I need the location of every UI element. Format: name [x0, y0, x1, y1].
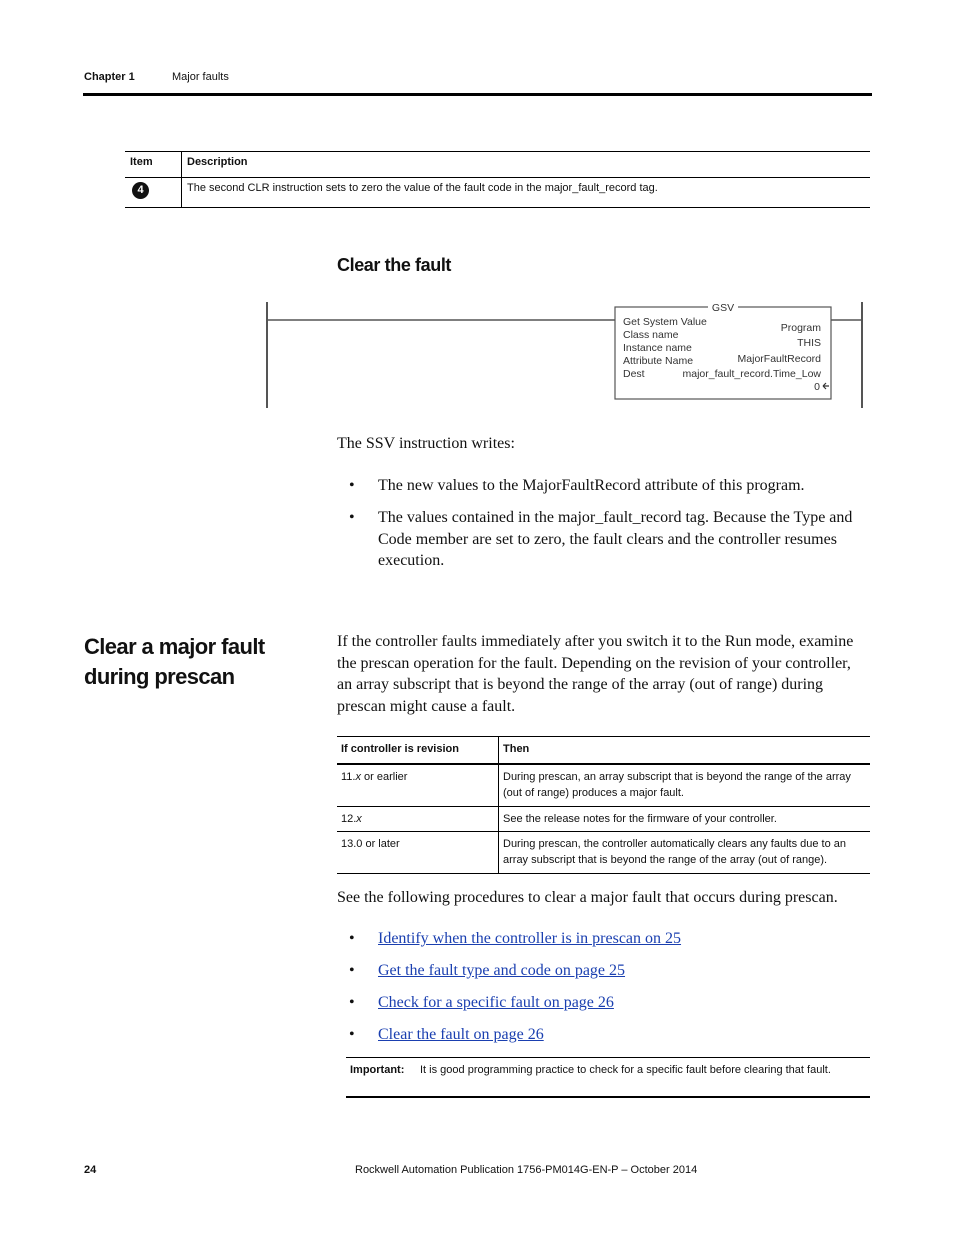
gsv-value-instance: THIS: [797, 337, 821, 349]
section-label: Major faults: [172, 71, 229, 83]
gsv-label-class-name: Class name: [623, 329, 679, 341]
gsv-label-attribute-name: Attribute Name: [623, 355, 694, 367]
link-identify-prescan[interactable]: Identify when the controller is in prescan on 25: [378, 930, 682, 947]
gsv-value-class: Program: [780, 322, 821, 334]
revision-cell: 13.0 or later: [337, 832, 499, 874]
list-item: • The new values to the MajorFaultRecord attribute of this program.: [337, 475, 867, 497]
table-row: [337, 764, 870, 807]
procedures-intro: See the following procedures to clear a major fault that occurs during prescan.: [337, 889, 838, 906]
header-rule: [83, 93, 872, 96]
revision-cell: 12.x: [337, 807, 499, 832]
then-cell: During prescan, the controller automatically clears any faults due to an array subscript that is beyond the range of the array (out of range).: [499, 832, 871, 874]
ladder-rung-diagram: [262, 298, 868, 412]
gsv-value-dest-tag: major_fault_record.Time_Low: [682, 368, 821, 380]
gsv-value-attribute: MajorFaultRecord: [737, 353, 821, 365]
link-clear-fault[interactable]: Clear the fault on page 26: [378, 1026, 544, 1043]
prescan-paragraph: If the controller faults immediately after you switch it to the Run mode, examine the prescan operation for the fault. Depending on the revision of your controller, an array subscript that is beyond the range of the array (out of range) during prescan might cause a fault.: [337, 633, 854, 715]
description-cell: The second CLR instruction sets to zero the value of the fault code in the major_fault_record tag.: [182, 178, 871, 208]
list-item: [337, 928, 867, 950]
then-cell: During prescan, an array subscript that is beyond the range of the array (out of range) produces a major fault.: [499, 764, 871, 807]
gsv-label-instance-name: Instance name: [623, 342, 692, 354]
description-column-header: Description: [182, 152, 871, 178]
ssv-intro: The SSV instruction writes:: [337, 435, 515, 452]
prescan-section-heading: Clear a major fault during prescan: [84, 634, 265, 689]
chapter-label: Chapter 1: [84, 71, 135, 83]
table-header-row: [337, 737, 870, 765]
gsv-label-dest: Dest: [623, 368, 645, 380]
table-row: [337, 807, 870, 832]
then-cell: See the release notes for the firmware of your controller.: [499, 807, 871, 832]
link-check-specific-fault[interactable]: Check for a specific fault on page 26: [378, 994, 614, 1011]
ssv-bullet-list: [337, 475, 867, 582]
important-label: Important:: [350, 1064, 405, 1076]
table-row: [337, 832, 870, 874]
then-column-header: Then: [499, 737, 871, 765]
item-number-badge: 4: [132, 182, 149, 199]
link-get-fault-type[interactable]: Get the fault type and code on page 25: [378, 962, 626, 979]
gsv-block-title: GSV: [711, 302, 735, 314]
item-column-header: Item: [125, 152, 182, 178]
revision-cell: 11.x or earlier: [337, 764, 499, 807]
page-number: 24: [84, 1164, 97, 1176]
gsv-label-get-system-value: Get System Value: [623, 316, 707, 328]
list-item: [337, 960, 867, 982]
revision-column-header: If controller is revision: [337, 737, 499, 765]
item-cell: [125, 178, 182, 208]
table-row: [125, 178, 870, 208]
gsv-dest-current-value: 0: [814, 381, 820, 393]
list-item: [337, 992, 867, 1014]
revision-table: [337, 736, 870, 874]
item-table: [125, 151, 870, 208]
procedure-link-list: [337, 928, 867, 1056]
clear-fault-heading: Clear the fault: [337, 255, 452, 275]
list-item: [337, 1024, 867, 1046]
important-text: It is good programming practice to check for a specific fault before clearing that fault.: [420, 1064, 831, 1076]
table-header-row: [125, 152, 870, 178]
publication-info: Rockwell Automation Publication 1756-PM014G-EN-P – October 2014: [355, 1164, 698, 1176]
important-note: [346, 1057, 870, 1098]
list-item: • The values contained in the major_fault_record tag. Because the Type and Code member are set to zero, the fault clears and the controller resumes execution.: [337, 507, 867, 572]
